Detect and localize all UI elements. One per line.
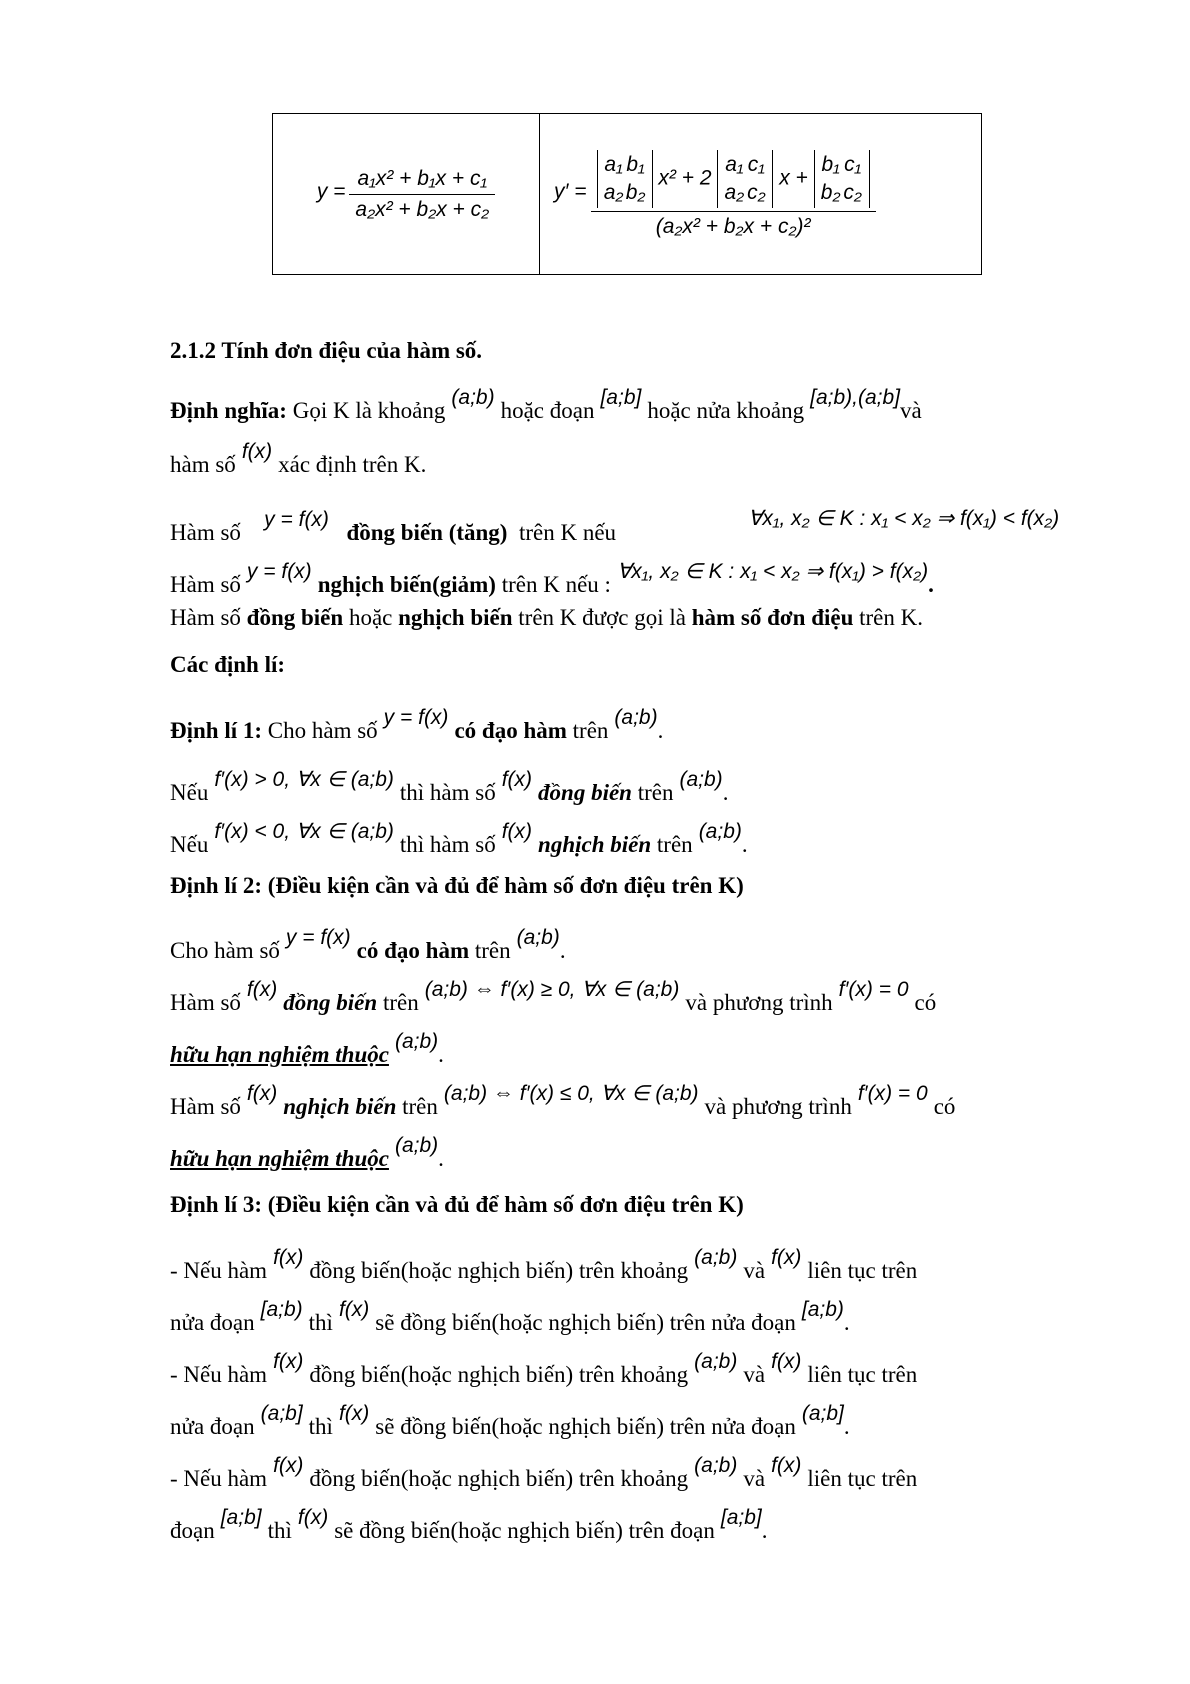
theorem-2-increasing-cont xyxy=(170,1030,444,1068)
emphasis-text: có đạo hàm xyxy=(356,938,470,963)
text-span: đồng biến(hoặc nghịch biến) trên khoảng xyxy=(309,1362,689,1387)
text-span: f(x) xyxy=(241,440,273,463)
text-span: sẽ đồng biến(hoặc nghịch biến) trên nửa đoạn xyxy=(375,1414,796,1439)
determinant-3 xyxy=(814,150,870,208)
text-span: trên K nếu : xyxy=(501,572,611,597)
definition-line-1 xyxy=(170,386,922,424)
text-span: (a;b) xyxy=(394,1030,439,1053)
theorem-2-intro xyxy=(170,926,566,964)
text-span: thì xyxy=(267,1518,292,1543)
text-span: trên xyxy=(402,1094,438,1119)
emphasis-text: có đạo hàm xyxy=(454,718,567,743)
increasing-definition xyxy=(170,507,1090,546)
text-span: f(x) xyxy=(246,978,278,1001)
text-span: và xyxy=(900,398,922,423)
text-span: Hàm số xyxy=(170,990,241,1015)
text-span: a₁ xyxy=(604,152,623,176)
text-span: (a;b] xyxy=(260,1402,303,1425)
text-span: b₂ xyxy=(820,180,841,204)
emphasis-text: hàm số đơn điệu xyxy=(691,605,854,630)
text-span: nửa đoạn xyxy=(170,1310,255,1335)
text-span: Nếu xyxy=(170,832,209,857)
emphasis-text: đồng biến xyxy=(246,605,344,630)
text-span: c₂ xyxy=(747,180,766,204)
text-span: trên xyxy=(656,832,693,857)
emphasis-text xyxy=(283,1094,396,1119)
text-span: trên xyxy=(474,938,511,963)
text-span: nửa đoạn xyxy=(170,1414,255,1439)
text-span: thì hàm số xyxy=(399,780,496,805)
text-span: thì xyxy=(308,1414,333,1439)
text-span: (a;b) xyxy=(679,768,723,791)
text-span: hoặc nửa khoảng xyxy=(647,398,805,423)
theorem-3-item-1-cont xyxy=(170,1298,850,1336)
text-span: trên K được gọi là xyxy=(518,605,686,630)
text-span: liên tục trên xyxy=(807,1362,918,1387)
text-span: và phương trình xyxy=(704,1094,852,1119)
text-span: Hàm số xyxy=(170,572,241,597)
text-span: [a;b) xyxy=(260,1298,303,1321)
text-span: . xyxy=(843,1414,850,1439)
text-span: f′(x) = 0 xyxy=(838,978,909,1001)
text-span: trên xyxy=(382,990,419,1015)
increasing-condition: ∀x₁, x₂ ∈ K : x₁ < x₂ ⇒ f(x₁) < f(x₂) xyxy=(748,507,1060,530)
term-1: x² + 2 xyxy=(658,166,712,190)
text-span: b₂ xyxy=(625,180,646,204)
text-span: và phương trình xyxy=(685,990,833,1015)
theorem-3-item-2 xyxy=(170,1350,918,1388)
determinant-1 xyxy=(597,150,653,208)
text-span: - Nếu hàm xyxy=(170,1362,268,1387)
emphasis-text: nghịch biến xyxy=(398,605,513,630)
emphasis-text: Định lí 1: xyxy=(170,718,263,743)
emphasis-text: đồng biến xyxy=(283,990,378,1015)
text-span: đồng biến(hoặc nghịch biến) trên khoảng xyxy=(309,1258,689,1283)
text-span: f′(x) < 0, ∀x ∈ (a;b) xyxy=(214,820,394,843)
text-span: có xyxy=(914,990,937,1015)
rational-function xyxy=(349,167,495,222)
text-span: xác định trên K. xyxy=(278,452,427,477)
text-span: f′(x) > 0, ∀x ∈ (a;b) xyxy=(214,768,394,791)
text-span: f(x) xyxy=(338,1298,370,1321)
text-span: . xyxy=(741,832,748,857)
text-span: a₁ xyxy=(725,152,744,176)
text-span: f(x) xyxy=(501,820,533,843)
text-span: - Nếu hàm xyxy=(170,1258,268,1283)
text-span: (a;b) xyxy=(694,1454,738,1477)
text-span: Hàm số xyxy=(170,520,241,545)
text-span: trên K. xyxy=(859,605,923,630)
text-span: . xyxy=(559,938,566,963)
text-span: [a;b] xyxy=(220,1506,262,1529)
theorem-3-item-3 xyxy=(170,1454,918,1492)
emphasis-text: nghịch biến xyxy=(283,1094,397,1119)
text-span: hoặc đoạn xyxy=(500,398,595,423)
text-span: f(x) xyxy=(273,1454,304,1477)
text-span: thì hàm số xyxy=(399,832,496,857)
text-span: (a;b) xyxy=(694,1350,738,1373)
text-span: (a;b] xyxy=(801,1402,844,1425)
text-span: hữu hạn nghiệm thuộc xyxy=(170,1146,389,1171)
derivative-numerator xyxy=(591,150,876,212)
text-span: . xyxy=(843,1310,850,1335)
theorem-2-increasing xyxy=(170,978,1050,1016)
text-span: c₁ xyxy=(844,152,862,176)
text-span: có xyxy=(933,1094,956,1119)
text-span: [a;b) xyxy=(801,1298,844,1321)
denominator: a₂x² + b₂x + c₂ xyxy=(355,197,490,221)
text-span: - Nếu hàm xyxy=(170,1466,268,1491)
text-span: trên K nếu xyxy=(518,520,617,545)
formula-table xyxy=(272,113,982,275)
text-span: b₁ xyxy=(821,152,840,176)
text-span: hữu hạn nghiệm thuộc xyxy=(170,1042,389,1067)
lhs-y: y = xyxy=(316,179,346,203)
text-span: sẽ đồng biến(hoặc nghịch biến) trên nửa đoạn xyxy=(375,1310,796,1335)
emphasis-text: . xyxy=(928,572,934,597)
text-span: . xyxy=(438,1146,444,1171)
text-span: f(x) xyxy=(771,1454,802,1477)
emphasis-text: đồng biến (tăng) xyxy=(346,520,508,545)
determinant-2 xyxy=(717,150,773,208)
term-2: x + xyxy=(779,166,808,190)
text-span: (a;b) ⇔ f′(x) ≤ 0, ∀x ∈ (a;b) xyxy=(443,1082,699,1105)
lhs-y-prime: y′ = xyxy=(554,179,587,203)
definition-label: Định nghĩa: xyxy=(170,398,287,423)
text-span: [a;b] xyxy=(720,1506,762,1529)
emphasis-text: đồng biến xyxy=(538,780,632,805)
text-span: c₂ xyxy=(843,180,862,204)
text-span: y = f(x) xyxy=(246,560,312,583)
text-span: f(x) xyxy=(273,1350,304,1373)
text-span: Hàm số xyxy=(170,605,241,630)
theorem-2-decreasing-cont xyxy=(170,1134,444,1172)
text-span: Nếu xyxy=(170,780,209,805)
theorem-2-label: Định lí 2: (Điều kiện cần và đủ để hàm số đơn điệu trên K) xyxy=(170,873,744,898)
text-span: . xyxy=(761,1518,768,1543)
text-span: thì xyxy=(308,1310,333,1335)
text-span: Gọi K là khoảng xyxy=(292,398,446,423)
text-span: c₁ xyxy=(747,152,765,176)
text-span: a₂ xyxy=(603,180,624,204)
theorem-1-increasing xyxy=(170,768,729,806)
text-span: f(x) xyxy=(297,1506,329,1529)
definition-line-2 xyxy=(170,440,427,478)
emphasis-text xyxy=(283,990,377,1015)
text-span: và xyxy=(743,1362,766,1387)
text-span: y = f(x) xyxy=(264,508,329,531)
text-span: (a;b) xyxy=(394,1134,439,1157)
derivative-fraction xyxy=(591,150,876,239)
text-span: (a;b) xyxy=(694,1246,738,1269)
text-span: a₂ xyxy=(724,180,745,204)
theorem-3-item-2-cont xyxy=(170,1402,850,1440)
section-heading: 2.1.2 Tính đơn điệu của hàm số. xyxy=(170,338,483,363)
text-span: trên xyxy=(572,718,609,743)
emphasis-text: nghịch biến(giảm) xyxy=(317,572,496,597)
theorem-1-intro xyxy=(170,706,664,744)
text-span: Cho hàm số xyxy=(267,718,378,743)
text-span: đồng biến(hoặc nghịch biến) trên khoảng xyxy=(309,1466,689,1491)
text-span: b₁ xyxy=(626,152,645,176)
text-span: (a;b) xyxy=(698,820,742,843)
emphasis-text xyxy=(538,780,632,805)
text-span: f(x) xyxy=(771,1246,802,1269)
theorem-3-item-1 xyxy=(170,1246,918,1284)
text-span: y = f(x) xyxy=(285,926,351,949)
text-span: (a;b) xyxy=(614,706,658,729)
interval-open: (a;b) xyxy=(451,386,495,409)
theorem-1-decreasing xyxy=(170,820,748,858)
text-span: . xyxy=(438,1042,444,1067)
text-span: Hàm số xyxy=(170,1094,241,1119)
text-span: f′(x) = 0 xyxy=(857,1082,928,1105)
decreasing-condition: ∀x₁, x₂ ∈ K : x₁ < x₂ ⇒ f(x₁) > f(x₂) xyxy=(616,560,929,583)
text-span: liên tục trên xyxy=(807,1466,918,1491)
text-span: Cho hàm số xyxy=(170,938,280,963)
formula-cell-function xyxy=(273,114,540,275)
text-span: f(x) xyxy=(246,1082,278,1105)
interval-half: [a;b),(a;b] xyxy=(810,386,901,409)
theorem-2-decreasing xyxy=(170,1082,956,1120)
text-span: . xyxy=(657,718,664,743)
text-span: (a;b) xyxy=(516,926,560,949)
text-span: f(x) xyxy=(338,1402,370,1425)
emphasis-text xyxy=(538,832,651,857)
interval-closed: [a;b] xyxy=(600,386,642,409)
text-span: y = f(x) xyxy=(383,706,449,729)
text-span: . xyxy=(722,780,729,805)
emphasis-text: nghịch biến xyxy=(538,832,652,857)
text-span: và xyxy=(743,1258,766,1283)
theorem-3-label: Định lí 3: (Điều kiện cần và đủ để hàm số đơn điệu trên K) xyxy=(170,1192,744,1217)
text-span: hoặc xyxy=(348,605,393,630)
text-span: f(x) xyxy=(501,768,533,791)
numerator: a₁x² + b₁x + c₁ xyxy=(349,167,495,195)
formula-cell-derivative xyxy=(540,114,982,275)
theorems-label: Các định lí: xyxy=(170,652,286,677)
text-span: trên xyxy=(637,780,674,805)
text-span: f(x) xyxy=(273,1246,304,1269)
text-span: f(x) xyxy=(771,1350,802,1373)
text-span: sẽ đồng biến(hoặc nghịch biến) trên đoạn xyxy=(334,1518,715,1543)
text-span: liên tục trên xyxy=(807,1258,918,1283)
text-span: hàm số xyxy=(170,452,236,477)
derivative-denominator: (a₂x² + b₂x + c₂)² xyxy=(655,214,811,238)
text-span: đoạn xyxy=(170,1518,215,1543)
theorem-3-item-3-cont xyxy=(170,1506,768,1544)
text-span: và xyxy=(743,1466,766,1491)
monotone-definition xyxy=(170,605,923,631)
decreasing-definition xyxy=(170,560,934,598)
text-span: (a;b) ⇔ f′(x) ≥ 0, ∀x ∈ (a;b) xyxy=(424,978,680,1001)
